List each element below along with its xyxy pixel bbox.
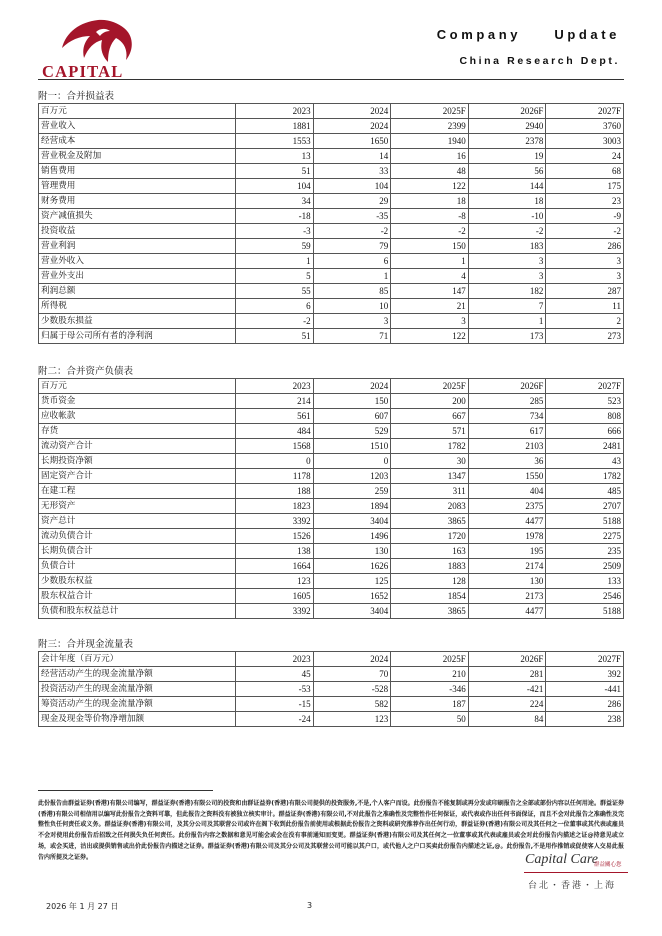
value-cell: 3 bbox=[468, 269, 546, 284]
value-cell: 147 bbox=[391, 284, 469, 299]
value-cell: 187 bbox=[391, 697, 469, 712]
value-cell: 1978 bbox=[468, 529, 546, 544]
value-cell: -2 bbox=[391, 224, 469, 239]
value-cell: 1881 bbox=[236, 119, 314, 134]
value-cell: 1650 bbox=[313, 134, 391, 149]
value-cell: 2083 bbox=[391, 499, 469, 514]
value-cell: 617 bbox=[468, 424, 546, 439]
value-cell: 188 bbox=[236, 484, 314, 499]
value-cell: 128 bbox=[391, 574, 469, 589]
value-cell: 2103 bbox=[468, 439, 546, 454]
value-cell: -441 bbox=[546, 682, 624, 697]
value-cell: 48 bbox=[391, 164, 469, 179]
value-cell: 14 bbox=[313, 149, 391, 164]
value-cell: 311 bbox=[391, 484, 469, 499]
value-cell: 1496 bbox=[313, 529, 391, 544]
table-row bbox=[39, 409, 624, 424]
table-title: 附一：合并损益表 bbox=[38, 91, 115, 102]
table-header-row bbox=[39, 652, 624, 667]
table-row bbox=[39, 574, 624, 589]
value-cell: 1664 bbox=[236, 559, 314, 574]
year-header: 2023 bbox=[236, 379, 314, 394]
financial-table bbox=[38, 103, 624, 344]
value-cell: 1720 bbox=[391, 529, 469, 544]
table-row bbox=[39, 514, 624, 529]
value-cell: 183 bbox=[468, 239, 546, 254]
footnote-divider bbox=[38, 790, 213, 791]
value-cell: -35 bbox=[313, 209, 391, 224]
year-header: 2025F bbox=[391, 652, 469, 667]
value-cell: 667 bbox=[391, 409, 469, 424]
value-cell: 1553 bbox=[236, 134, 314, 149]
report-date: 2026 年 1 月 27 日 bbox=[46, 902, 119, 911]
capital-care-brand: Capital Care bbox=[525, 852, 598, 867]
value-cell: 259 bbox=[313, 484, 391, 499]
value-cell: 1 bbox=[468, 314, 546, 329]
table-row bbox=[39, 149, 624, 164]
logo-wordmark: CAPITAL bbox=[42, 62, 124, 81]
table-header-row bbox=[39, 104, 624, 119]
value-cell: 607 bbox=[313, 409, 391, 424]
table-row bbox=[39, 484, 624, 499]
value-cell: 1550 bbox=[468, 469, 546, 484]
value-cell: 392 bbox=[546, 667, 624, 682]
row-label: 现金及现金等价物净增加额 bbox=[39, 712, 236, 727]
table-row bbox=[39, 179, 624, 194]
value-cell: 30 bbox=[391, 454, 469, 469]
header-divider bbox=[38, 79, 624, 80]
table-row bbox=[39, 299, 624, 314]
value-cell: 3392 bbox=[236, 604, 314, 619]
value-cell: 200 bbox=[391, 394, 469, 409]
value-cell: -18 bbox=[236, 209, 314, 224]
value-cell: 1 bbox=[391, 254, 469, 269]
value-cell: 123 bbox=[236, 574, 314, 589]
value-cell: 55 bbox=[236, 284, 314, 299]
value-cell: 3404 bbox=[313, 604, 391, 619]
year-header: 2026F bbox=[468, 652, 546, 667]
value-cell: 1 bbox=[313, 269, 391, 284]
row-label: 营业利润 bbox=[39, 239, 236, 254]
value-cell: 3404 bbox=[313, 514, 391, 529]
value-cell: 68 bbox=[546, 164, 624, 179]
value-cell: 70 bbox=[313, 667, 391, 682]
value-cell: 21 bbox=[391, 299, 469, 314]
value-cell: 34 bbox=[236, 194, 314, 209]
value-cell: 571 bbox=[391, 424, 469, 439]
year-header: 2026F bbox=[468, 104, 546, 119]
row-label: 少数股东权益 bbox=[39, 574, 236, 589]
value-cell: 281 bbox=[468, 667, 546, 682]
row-label: 营业税金及附加 bbox=[39, 149, 236, 164]
department-subtitle: China Research Dept. bbox=[459, 55, 620, 67]
value-cell: -8 bbox=[391, 209, 469, 224]
value-cell: 2024 bbox=[313, 119, 391, 134]
value-cell: 2375 bbox=[468, 499, 546, 514]
value-cell: 1605 bbox=[236, 589, 314, 604]
year-header: 2027F bbox=[546, 104, 624, 119]
value-cell: 1 bbox=[236, 254, 314, 269]
table-row bbox=[39, 269, 624, 284]
table-row bbox=[39, 329, 624, 344]
row-label: 财务费用 bbox=[39, 194, 236, 209]
value-cell: 2174 bbox=[468, 559, 546, 574]
value-cell: -3 bbox=[236, 224, 314, 239]
value-cell: 235 bbox=[546, 544, 624, 559]
value-cell: 484 bbox=[236, 424, 314, 439]
table-row bbox=[39, 209, 624, 224]
year-header: 2023 bbox=[236, 104, 314, 119]
value-cell: 173 bbox=[468, 329, 546, 344]
value-cell: 130 bbox=[468, 574, 546, 589]
financial-table bbox=[38, 378, 624, 619]
value-cell: 1568 bbox=[236, 439, 314, 454]
value-cell: 150 bbox=[313, 394, 391, 409]
capital-care-brand-cn: 群益關心您 bbox=[594, 862, 622, 868]
table-row bbox=[39, 314, 624, 329]
value-cell: -24 bbox=[236, 712, 314, 727]
table-row bbox=[39, 589, 624, 604]
row-label: 在建工程 bbox=[39, 484, 236, 499]
value-cell: 125 bbox=[313, 574, 391, 589]
table-title: 附二：合并资产负债表 bbox=[38, 366, 134, 377]
value-cell: 3865 bbox=[391, 514, 469, 529]
value-cell: 33 bbox=[313, 164, 391, 179]
value-cell: 51 bbox=[236, 164, 314, 179]
value-cell: 1782 bbox=[391, 439, 469, 454]
year-header: 2023 bbox=[236, 652, 314, 667]
table-row bbox=[39, 454, 624, 469]
row-label: 利润总额 bbox=[39, 284, 236, 299]
unit-label: 百万元 bbox=[39, 379, 236, 394]
brand-divider bbox=[524, 872, 628, 873]
table-row bbox=[39, 424, 624, 439]
value-cell: 1883 bbox=[391, 559, 469, 574]
value-cell: 4477 bbox=[468, 514, 546, 529]
value-cell: 5188 bbox=[546, 514, 624, 529]
value-cell: 45 bbox=[236, 667, 314, 682]
value-cell: 1894 bbox=[313, 499, 391, 514]
value-cell: 210 bbox=[391, 667, 469, 682]
row-label: 固定资产合计 bbox=[39, 469, 236, 484]
value-cell: 3 bbox=[313, 314, 391, 329]
value-cell: 6 bbox=[236, 299, 314, 314]
row-label: 经营活动产生的现金流量净额 bbox=[39, 667, 236, 682]
year-header: 2027F bbox=[546, 379, 624, 394]
table-row bbox=[39, 134, 624, 149]
table-row bbox=[39, 712, 624, 727]
value-cell: 3865 bbox=[391, 604, 469, 619]
year-header: 2025F bbox=[391, 104, 469, 119]
value-cell: 287 bbox=[546, 284, 624, 299]
row-label: 长期负债合计 bbox=[39, 544, 236, 559]
value-cell: 2481 bbox=[546, 439, 624, 454]
row-label: 应收帐款 bbox=[39, 409, 236, 424]
value-cell: 0 bbox=[313, 454, 391, 469]
value-cell: 1526 bbox=[236, 529, 314, 544]
value-cell: 144 bbox=[468, 179, 546, 194]
value-cell: 808 bbox=[546, 409, 624, 424]
value-cell: -421 bbox=[468, 682, 546, 697]
value-cell: 16 bbox=[391, 149, 469, 164]
value-cell: -53 bbox=[236, 682, 314, 697]
office-cities: 台北・香港・上海 bbox=[528, 881, 617, 891]
value-cell: 122 bbox=[391, 179, 469, 194]
value-cell: 734 bbox=[468, 409, 546, 424]
row-label: 少数股东损益 bbox=[39, 314, 236, 329]
value-cell: 51 bbox=[236, 329, 314, 344]
value-cell: 123 bbox=[313, 712, 391, 727]
value-cell: 2707 bbox=[546, 499, 624, 514]
value-cell: 56 bbox=[468, 164, 546, 179]
value-cell: -2 bbox=[468, 224, 546, 239]
value-cell: 3 bbox=[546, 254, 624, 269]
value-cell: 50 bbox=[391, 712, 469, 727]
table-row bbox=[39, 239, 624, 254]
year-header: 2024 bbox=[313, 379, 391, 394]
unit-label: 百万元 bbox=[39, 104, 236, 119]
value-cell: 1782 bbox=[546, 469, 624, 484]
value-cell: 122 bbox=[391, 329, 469, 344]
value-cell: 238 bbox=[546, 712, 624, 727]
value-cell: 24 bbox=[546, 149, 624, 164]
table-row bbox=[39, 499, 624, 514]
value-cell: 2399 bbox=[391, 119, 469, 134]
value-cell: 182 bbox=[468, 284, 546, 299]
value-cell: 582 bbox=[313, 697, 391, 712]
row-label: 流动负债合计 bbox=[39, 529, 236, 544]
value-cell: 1854 bbox=[391, 589, 469, 604]
table-row bbox=[39, 529, 624, 544]
value-cell: 3 bbox=[546, 269, 624, 284]
value-cell: 10 bbox=[313, 299, 391, 314]
value-cell: 130 bbox=[313, 544, 391, 559]
value-cell: 1178 bbox=[236, 469, 314, 484]
value-cell: 666 bbox=[546, 424, 624, 439]
row-label: 长期投资净额 bbox=[39, 454, 236, 469]
year-header: 2026F bbox=[468, 379, 546, 394]
value-cell: 18 bbox=[391, 194, 469, 209]
row-label: 负债和股东权益总计 bbox=[39, 604, 236, 619]
value-cell: -2 bbox=[546, 224, 624, 239]
value-cell: 85 bbox=[313, 284, 391, 299]
table-row bbox=[39, 697, 624, 712]
value-cell: 71 bbox=[313, 329, 391, 344]
table-row bbox=[39, 394, 624, 409]
row-label: 归属于母公司所有者的净利润 bbox=[39, 329, 236, 344]
row-label: 投资收益 bbox=[39, 224, 236, 239]
row-label: 筹资活动产生的现金流量净额 bbox=[39, 697, 236, 712]
value-cell: 2940 bbox=[468, 119, 546, 134]
page-number: 3 bbox=[307, 901, 313, 910]
value-cell: 3 bbox=[468, 254, 546, 269]
table-header-row bbox=[39, 379, 624, 394]
value-cell: 2509 bbox=[546, 559, 624, 574]
value-cell: 195 bbox=[468, 544, 546, 559]
value-cell: 4 bbox=[391, 269, 469, 284]
value-cell: -9 bbox=[546, 209, 624, 224]
value-cell: 104 bbox=[313, 179, 391, 194]
row-label: 营业外支出 bbox=[39, 269, 236, 284]
value-cell: 1347 bbox=[391, 469, 469, 484]
row-label: 无形资产 bbox=[39, 499, 236, 514]
table-row bbox=[39, 604, 624, 619]
value-cell: 175 bbox=[546, 179, 624, 194]
row-label: 股东权益合计 bbox=[39, 589, 236, 604]
value-cell: 13 bbox=[236, 149, 314, 164]
value-cell: 5 bbox=[236, 269, 314, 284]
value-cell: 3 bbox=[391, 314, 469, 329]
table-row bbox=[39, 544, 624, 559]
table-row bbox=[39, 559, 624, 574]
value-cell: -2 bbox=[236, 314, 314, 329]
value-cell: 404 bbox=[468, 484, 546, 499]
value-cell: 1510 bbox=[313, 439, 391, 454]
row-label: 资产减值损失 bbox=[39, 209, 236, 224]
value-cell: 285 bbox=[468, 394, 546, 409]
row-label: 投资活动产生的现金流量净额 bbox=[39, 682, 236, 697]
value-cell: 523 bbox=[546, 394, 624, 409]
value-cell: 163 bbox=[391, 544, 469, 559]
report-type-title: Company Update bbox=[436, 27, 620, 42]
value-cell: 59 bbox=[236, 239, 314, 254]
table-title: 附三：合并现金流量表 bbox=[38, 639, 134, 650]
row-label: 货币资金 bbox=[39, 394, 236, 409]
table-row bbox=[39, 667, 624, 682]
value-cell: 2275 bbox=[546, 529, 624, 544]
year-header: 2024 bbox=[313, 652, 391, 667]
table-row bbox=[39, 194, 624, 209]
value-cell: 7 bbox=[468, 299, 546, 314]
row-label: 经营成本 bbox=[39, 134, 236, 149]
value-cell: -346 bbox=[391, 682, 469, 697]
value-cell: 43 bbox=[546, 454, 624, 469]
value-cell: 2378 bbox=[468, 134, 546, 149]
table-row bbox=[39, 469, 624, 484]
row-label: 流动资产合计 bbox=[39, 439, 236, 454]
value-cell: 133 bbox=[546, 574, 624, 589]
row-label: 营业外收入 bbox=[39, 254, 236, 269]
financial-table bbox=[38, 651, 624, 727]
value-cell: 3003 bbox=[546, 134, 624, 149]
value-cell: 23 bbox=[546, 194, 624, 209]
value-cell: 561 bbox=[236, 409, 314, 424]
value-cell: 273 bbox=[546, 329, 624, 344]
value-cell: 529 bbox=[313, 424, 391, 439]
value-cell: 6 bbox=[313, 254, 391, 269]
row-label: 存货 bbox=[39, 424, 236, 439]
year-header: 2024 bbox=[313, 104, 391, 119]
value-cell: 224 bbox=[468, 697, 546, 712]
year-header: 2025F bbox=[391, 379, 469, 394]
table-row bbox=[39, 164, 624, 179]
value-cell: 5188 bbox=[546, 604, 624, 619]
value-cell: 0 bbox=[236, 454, 314, 469]
value-cell: 19 bbox=[468, 149, 546, 164]
value-cell: 1940 bbox=[391, 134, 469, 149]
value-cell: 214 bbox=[236, 394, 314, 409]
row-label: 资产总计 bbox=[39, 514, 236, 529]
row-label: 所得税 bbox=[39, 299, 236, 314]
value-cell: 150 bbox=[391, 239, 469, 254]
row-label: 销售费用 bbox=[39, 164, 236, 179]
value-cell: 36 bbox=[468, 454, 546, 469]
table-row bbox=[39, 119, 624, 134]
table-row bbox=[39, 682, 624, 697]
value-cell: 3760 bbox=[546, 119, 624, 134]
value-cell: 29 bbox=[313, 194, 391, 209]
row-label: 管理费用 bbox=[39, 179, 236, 194]
row-label: 负债合计 bbox=[39, 559, 236, 574]
value-cell: 104 bbox=[236, 179, 314, 194]
value-cell: 286 bbox=[546, 697, 624, 712]
value-cell: 1626 bbox=[313, 559, 391, 574]
value-cell: 1823 bbox=[236, 499, 314, 514]
value-cell: 485 bbox=[546, 484, 624, 499]
value-cell: 1652 bbox=[313, 589, 391, 604]
year-header: 2027F bbox=[546, 652, 624, 667]
table-row bbox=[39, 224, 624, 239]
table-row bbox=[39, 439, 624, 454]
value-cell: -528 bbox=[313, 682, 391, 697]
value-cell: -2 bbox=[313, 224, 391, 239]
table-row bbox=[39, 254, 624, 269]
value-cell: 3392 bbox=[236, 514, 314, 529]
value-cell: 286 bbox=[546, 239, 624, 254]
value-cell: 18 bbox=[468, 194, 546, 209]
value-cell: 1203 bbox=[313, 469, 391, 484]
value-cell: 79 bbox=[313, 239, 391, 254]
value-cell: -10 bbox=[468, 209, 546, 224]
value-cell: 2 bbox=[546, 314, 624, 329]
value-cell: 138 bbox=[236, 544, 314, 559]
value-cell: 11 bbox=[546, 299, 624, 314]
value-cell: 84 bbox=[468, 712, 546, 727]
value-cell: 2546 bbox=[546, 589, 624, 604]
table-row bbox=[39, 284, 624, 299]
value-cell: -15 bbox=[236, 697, 314, 712]
row-label: 营业收入 bbox=[39, 119, 236, 134]
disclaimer-text: 此份报告由群益证券(香港)有限公司编写，群益证券(香港)有限公司的投资和由群证益券(香港)有限公司提供的投资服务,不是,个人客户而设。此份报告不能复制或再分发或印刷报告之全部或部份内容以任何用途。群益证券(香港)有限公司相信用以编写此份报告之资料可靠，但此报告之资料没有被独立核实审计。群益证券(香港)有限公司,不对此报告之准确性及完整性作任何保证，或代表或作出任何书面保证，而且不会对此报告之准确性及完整性负任何责任或义务。群益证券(香港)有限公司，及其分公司及其联营公司或许在阁下收到此份报告前使用或根据此份报告之资料或研究推荐作出任何行动，群益证券(香港)有限公司及其任何之一位董事或其代表或雇员不会对使用此份报告后招致之任何损失负任何责任。此份报告内容之数据和意见可能会或会在没有事前通知而变更。群益证券(香港)有限公司及其任何之一位董事或其代表或雇员或会对此份报告内描述之证@持意见或立场，或会买进，沽出或提供销售或出价此份报告内描述之证券。群益证券(香港)有限公司及其分公司及其联营公司可能以其户口，或代他人之户口买卖此份报告内描述之证,@。此份报告,不是用作推销或促使客人交易此报告内所提及之证券。 bbox=[38, 800, 624, 861]
value-cell: 4477 bbox=[468, 604, 546, 619]
unit-label: 会计年度（百万元） bbox=[39, 652, 236, 667]
value-cell: 2173 bbox=[468, 589, 546, 604]
